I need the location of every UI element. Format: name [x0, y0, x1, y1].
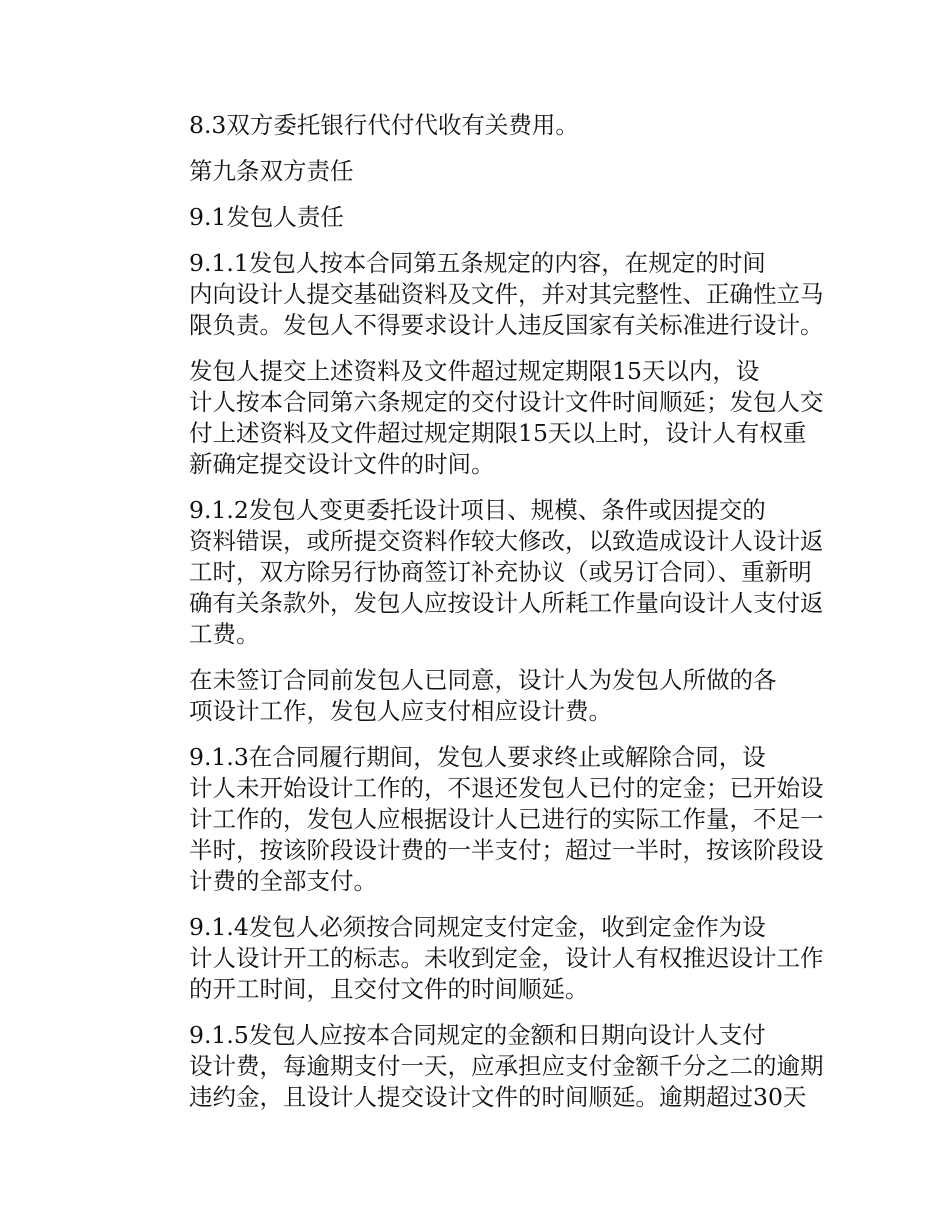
- text-line: 半时，按该阶段设计费的一半支付；超过一半时，按该阶段设: [189, 836, 824, 864]
- text-line: 新确定提交设计文件的时间。: [189, 450, 495, 478]
- text-line: 9.1.1发包人按本合同第五条规定的内容，在规定的时间: [189, 249, 766, 277]
- paragraph-late-submission: [142, 356, 824, 480]
- text-line: 计人未开始设计工作的，不退还发包人已付的定金；已开始设: [189, 774, 824, 802]
- text-line: 9.1.4发包人必须按合同规定支付定金，收到定金作为设: [189, 913, 766, 941]
- text-line: 内向设计人提交基础资料及文件，并对其完整性、正确性立马: [189, 280, 824, 308]
- paragraph-8-3: [142, 110, 810, 141]
- paragraph-9-1-3: [142, 742, 824, 897]
- text-line: 违约金，且设计人提交设计文件的时间顺延。逾期超过30天: [189, 1083, 807, 1111]
- text-line: 计人设计开工的标志。未收到定金，设计人有权推迟设计工作: [189, 944, 824, 972]
- document-body: [142, 110, 824, 1128]
- text-line: 的开工时间，且交付文件的时间顺延。: [189, 975, 589, 1003]
- text-line: 9.1.5发包人应按本合同规定的金额和日期向设计人支付: [189, 1021, 766, 1049]
- paragraph-9-1-1: [142, 248, 824, 341]
- text-line: 发包人提交上述资料及文件超过规定期限15天以内，设: [189, 357, 760, 385]
- paragraph-9-1-5: [142, 1020, 824, 1113]
- text-line: 项设计工作，发包人应支付相应设计费。: [189, 697, 612, 725]
- text-line: 资料错误，或所提交资料作较大修改，以致造成设计人设计返: [189, 527, 824, 555]
- text-line: 工费。: [189, 620, 260, 648]
- text-line: 9.1.2发包人变更委托设计项目、规模、条件或因提交的: [189, 496, 766, 524]
- subsection-heading-9-1: [142, 202, 810, 233]
- text-line: 计工作的，发包人应根据设计人已进行的实际工作量，不足一: [189, 805, 824, 833]
- text-line: 第九条双方责任: [189, 157, 354, 185]
- text-line: 计人按本合同第六条规定的交付设计文件时间顺延；发包人交: [189, 388, 824, 416]
- text-line: 9.1.3在合同履行期间，发包人要求终止或解除合同，设: [189, 743, 766, 771]
- text-line: 付上述资料及文件超过规定期限15天以上时，设计人有权重: [189, 419, 807, 447]
- paragraph-9-1-2: [142, 495, 824, 650]
- text-line: 限负责。发包人不得要求设计人违反国家有关标准进行设计。: [189, 311, 824, 339]
- paragraph-9-1-4: [142, 912, 824, 1005]
- section-heading-article-9: [142, 156, 810, 187]
- text-line: 设计费，每逾期支付一天，应承担应支付金额千分之二的逾期: [189, 1052, 824, 1080]
- text-line: 在未签订合同前发包人已同意，设计人为发包人所做的各: [189, 666, 777, 694]
- paragraph-pre-contract-work: [142, 665, 810, 727]
- text-line: 计费的全部支付。: [189, 867, 377, 895]
- text-line: 9.1发包人责任: [189, 203, 344, 231]
- text-line: 工时，双方除另行协商签订补充协议（或另订合同）、重新明: [189, 558, 812, 586]
- text-line: 8.3双方委托银行代付代收有关费用。: [189, 111, 579, 139]
- text-line: 确有关条款外，发包人应按设计人所耗工作量向设计人支付返: [189, 589, 824, 617]
